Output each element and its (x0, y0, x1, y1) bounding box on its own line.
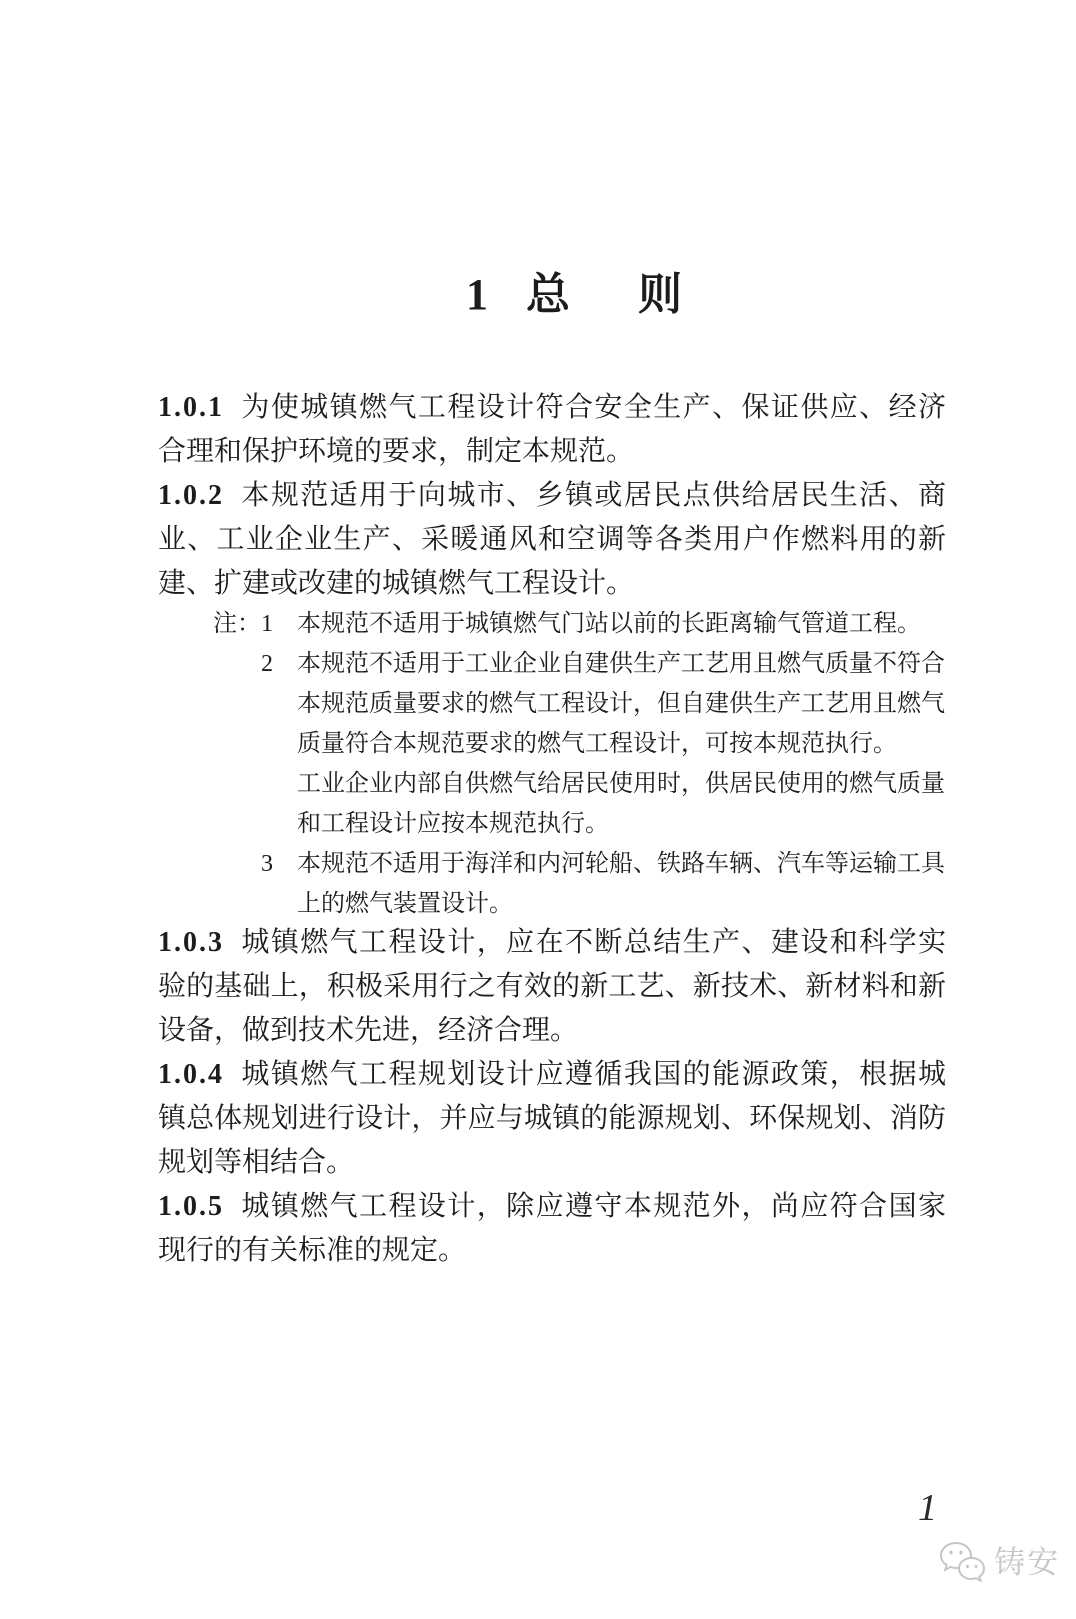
text-line (158, 1053, 946, 1097)
section-number: 1.0.1 (158, 392, 224, 423)
line-text: 质量符合本规范要求的燃气工程设计，可按本规范执行。 (297, 731, 897, 757)
note-line (212, 764, 946, 804)
line-text: 城镇燃气工程设计，应在不断总结生产、建设和科学实 (240, 927, 946, 958)
line-text: 设备，做到技术先进，经济合理。 (158, 1015, 579, 1046)
chapter-title (158, 270, 964, 320)
line-text: 现行的有关标准的规定。 (158, 1235, 467, 1266)
note-marker: 3 (261, 851, 273, 877)
line-text: 合理和保护环境的要求，制定本规范。 (158, 436, 635, 467)
line-text: 镇总体规划进行设计，并应与城镇的能源规划、环保规划、消防 (158, 1103, 946, 1134)
line-text: 业、工业企业生产、采暖通风和空调等各类用户作燃料用的新 (158, 524, 946, 555)
section-number: 1.0.5 (158, 1191, 224, 1222)
line-text: 和工程设计应按本规范执行。 (297, 811, 609, 837)
section-number: 1.0.2 (158, 480, 224, 511)
section-number: 1.0.3 (158, 927, 224, 958)
line-text: 工业企业内部自供燃气给居民使用时，供居民使用的燃气质量 (297, 771, 945, 797)
chapter-number: 1 (466, 270, 488, 319)
text-line (158, 965, 946, 1009)
text-line (158, 921, 946, 965)
text-line (158, 430, 946, 474)
page-number: 1 (918, 1487, 937, 1529)
note-line (212, 724, 946, 764)
watermark (938, 1540, 1060, 1586)
wechat-icon (938, 1540, 988, 1586)
line-text: 上的燃气装置设计。 (297, 891, 513, 917)
line-text: 城镇燃气工程规划设计应遵循我国的能源政策，根据城 (240, 1059, 946, 1090)
note-line (212, 844, 946, 884)
note-line (212, 684, 946, 724)
text-line (158, 1229, 946, 1273)
section-number: 1.0.4 (158, 1059, 224, 1090)
note-marker: 注：1 (213, 611, 273, 637)
line-text: 本规范质量要求的燃气工程设计，但自建供生产工艺用且燃气 (297, 691, 945, 717)
line-text: 本规范不适用于海洋和内河轮船、铁路车辆、汽车等运输工具 (297, 851, 945, 877)
text-line (158, 474, 946, 518)
line-text: 规划等相结合。 (158, 1147, 355, 1178)
line-text: 为使城镇燃气工程设计符合安全生产、保证供应、经济 (240, 392, 946, 423)
document-body (158, 386, 946, 1273)
note-line (212, 644, 946, 684)
line-text: 本规范不适用于工业企业自建供生产工艺用且燃气质量不符合 (297, 651, 945, 677)
text-line (158, 386, 946, 430)
note-line (212, 804, 946, 844)
text-line (158, 1141, 946, 1185)
note-marker: 2 (261, 651, 273, 677)
line-text: 本规范不适用于城镇燃气门站以前的长距离输气管道工程。 (297, 611, 921, 637)
text-line (158, 1185, 946, 1229)
text-line (158, 1097, 946, 1141)
text-line (158, 1009, 946, 1053)
text-line (158, 562, 946, 606)
line-text: 本规范适用于向城市、乡镇或居民点供给居民生活、商 (240, 480, 946, 511)
line-text: 建、扩建或改建的城镇燃气工程设计。 (158, 568, 635, 599)
line-text: 城镇燃气工程设计，除应遵守本规范外，尚应符合国家 (240, 1191, 946, 1222)
line-text: 验的基础上，积极采用行之有效的新工艺、新技术、新材料和新 (158, 971, 946, 1002)
chapter-title-char-1: 总 (526, 270, 570, 319)
chapter-title-char-2: 则 (638, 270, 682, 319)
text-line (158, 518, 946, 562)
note-line (212, 604, 946, 644)
watermark-text: 铸安 (994, 1545, 1060, 1580)
note-line (212, 884, 946, 924)
